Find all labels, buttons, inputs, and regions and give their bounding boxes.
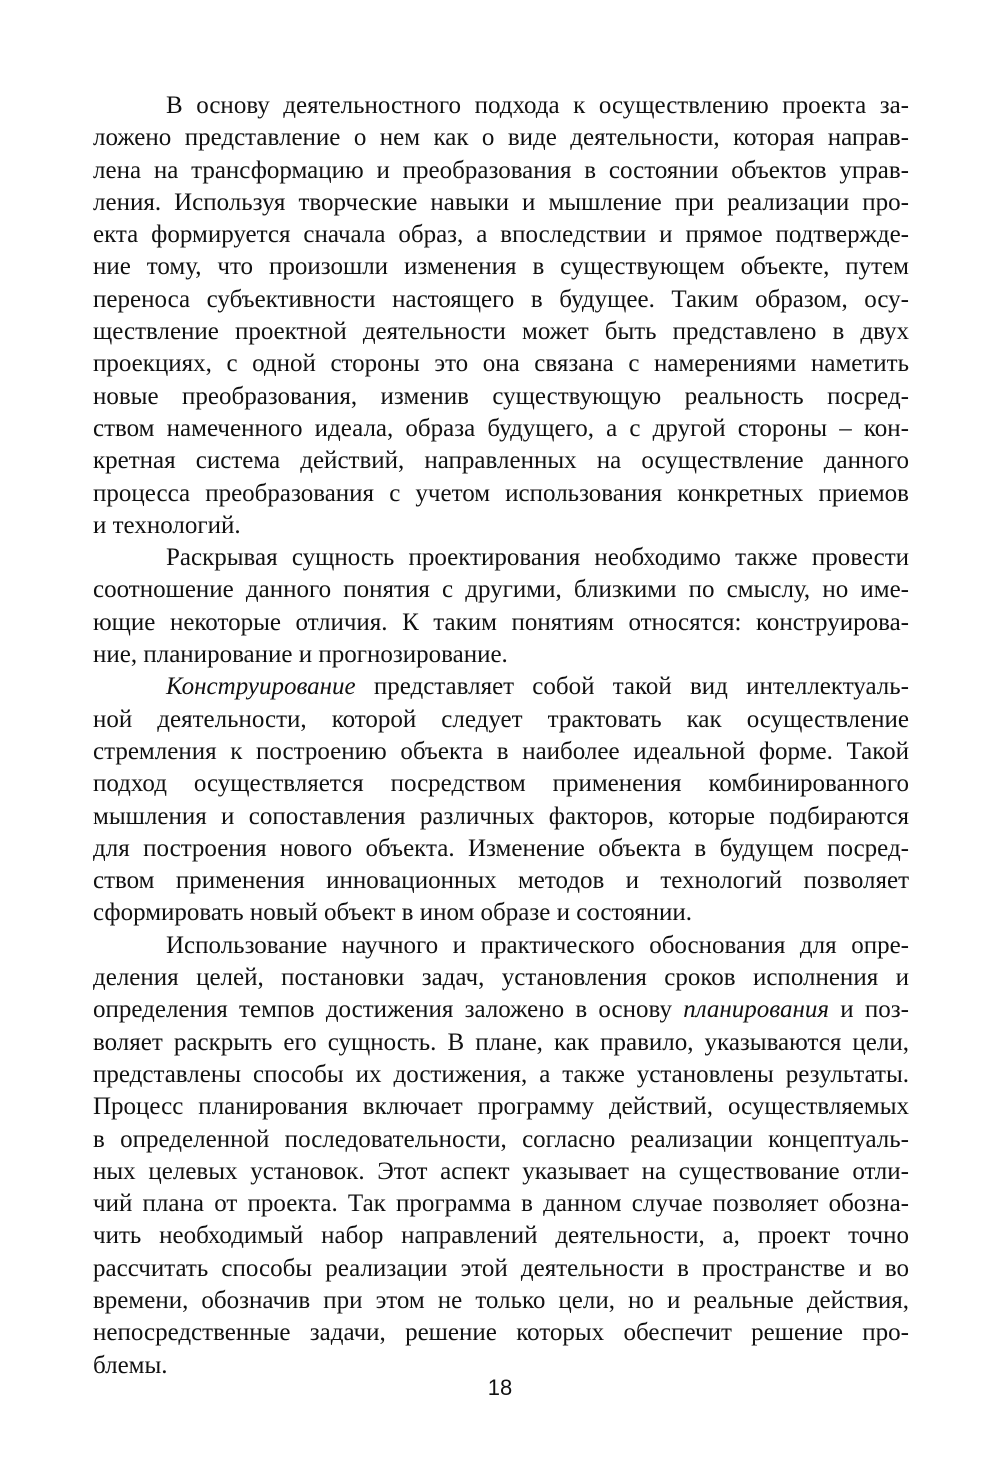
paragraph-2 — [93, 542, 909, 671]
text-line: Процесс планирования включает программу действий, осуществляемых — [93, 1093, 909, 1121]
text-line: ние, планирование и прогнозирование. — [93, 641, 508, 669]
text-line: ющие некоторые отличия. К таким понятиям относятся: конструирова- — [93, 608, 909, 636]
text-line: ных целевых установок. Этот аспект указывает на существование отли- — [93, 1157, 909, 1185]
text-line: екта формируется сначала образ, а впоследствии и прямое подтвержде- — [93, 221, 909, 249]
text-line: воляет раскрыть его сущность. В плане, как правило, указываются цели, — [93, 1028, 909, 1056]
text-line: мышления и сопоставления различных факторов, которые подбираются — [93, 802, 909, 830]
text-line: представлены способы их достижения, а также установлены результаты. — [93, 1060, 909, 1088]
text-line: Раскрывая сущность проектирования необходимо также провести — [166, 544, 909, 572]
text-line: лена на трансформацию и преобразования в состоянии объектов управ- — [93, 156, 909, 184]
text-line: переноса субъективности настоящего в будущее. Таким образом, осу- — [93, 285, 909, 313]
text-line: деления целей, постановки задач, установления сроков исполнения и — [93, 964, 909, 992]
text-line: проекциях, с одной стороны это она связана с намерениями наметить — [93, 350, 909, 378]
text-line: блемы. — [93, 1351, 168, 1379]
text-line: Использование научного и практического обоснования для опре- — [166, 931, 909, 959]
text-line: ложено представление о нем как о виде деятельности, которая направ- — [93, 124, 909, 152]
text-line-start: определения темпов достижения заложено в основу — [93, 996, 684, 1024]
body-text — [93, 90, 909, 1382]
text-line: ной деятельности, которой следует трактовать как осуществление — [93, 705, 909, 733]
text-line: рассчитать способы реализации этой деятельности в пространстве и во — [93, 1254, 909, 1282]
text-line: подход осуществляется посредством применения комбинированного — [93, 770, 909, 798]
text-line-end: и поз- — [829, 996, 909, 1024]
text-line: ления. Используя творческие навыки и мышление при реализации про- — [93, 188, 909, 216]
text-line: сформировать новый объект в ином образе и состоянии. — [93, 899, 693, 927]
text-line: чий плана от проекта. Так программа в данном случае позволяет обозна- — [93, 1190, 909, 1218]
paragraph-4 — [93, 930, 909, 1382]
text-line: В основу деятельностного подхода к осуществлению проекта за- — [166, 92, 909, 119]
term-konstruirovanie: Конструирование — [166, 673, 356, 701]
text-line-rest: представляет собой такой вид интеллектуаль- — [355, 673, 909, 701]
paragraph-1 — [93, 90, 909, 542]
text-line: ством применения инновационных методов и технологий позволяет — [93, 867, 909, 895]
text-line: для построения нового объекта. Изменение объекта в будущем посред- — [93, 834, 909, 862]
paragraph-3 — [93, 671, 909, 929]
text-line: ние тому, что произошли изменения в существующем объекте, путем — [93, 253, 909, 281]
text-line: и технологий. — [93, 511, 241, 539]
text-line: новые преобразования, изменив существующую реальность посред- — [93, 382, 909, 410]
text-line: непосредственные задачи, решение которых обеспечит решение про- — [93, 1319, 909, 1347]
text-line — [93, 671, 909, 703]
text-line: кретная система действий, направленных на осуществление данного — [93, 447, 909, 475]
text-line: процесса преобразования с учетом использования конкретных приемов — [93, 479, 909, 507]
text-line: времени, обозначив при этом не только цели, но и реальные действия, — [93, 1286, 909, 1314]
text-line: ществление проектной деятельности может быть представлено в двух — [93, 318, 909, 346]
text-line: стремления к построению объекта в наиболее идеальной форме. Такой — [93, 737, 909, 765]
page-number: 18 — [487, 1375, 513, 1400]
text-line: в определенной последовательности, согласно реализации концептуаль- — [93, 1125, 909, 1153]
term-planirovaniya: планирования — [683, 996, 830, 1024]
text-line — [93, 994, 909, 1026]
text-line: ством намеченного идеала, образа будущего, а с другой стороны – кон- — [93, 414, 909, 442]
text-line: соотношение данного понятия с другими, близкими по смыслу, но име- — [93, 576, 909, 604]
text-line: чить необходимый набор направлений деятельности, а, проект точно — [93, 1222, 909, 1250]
